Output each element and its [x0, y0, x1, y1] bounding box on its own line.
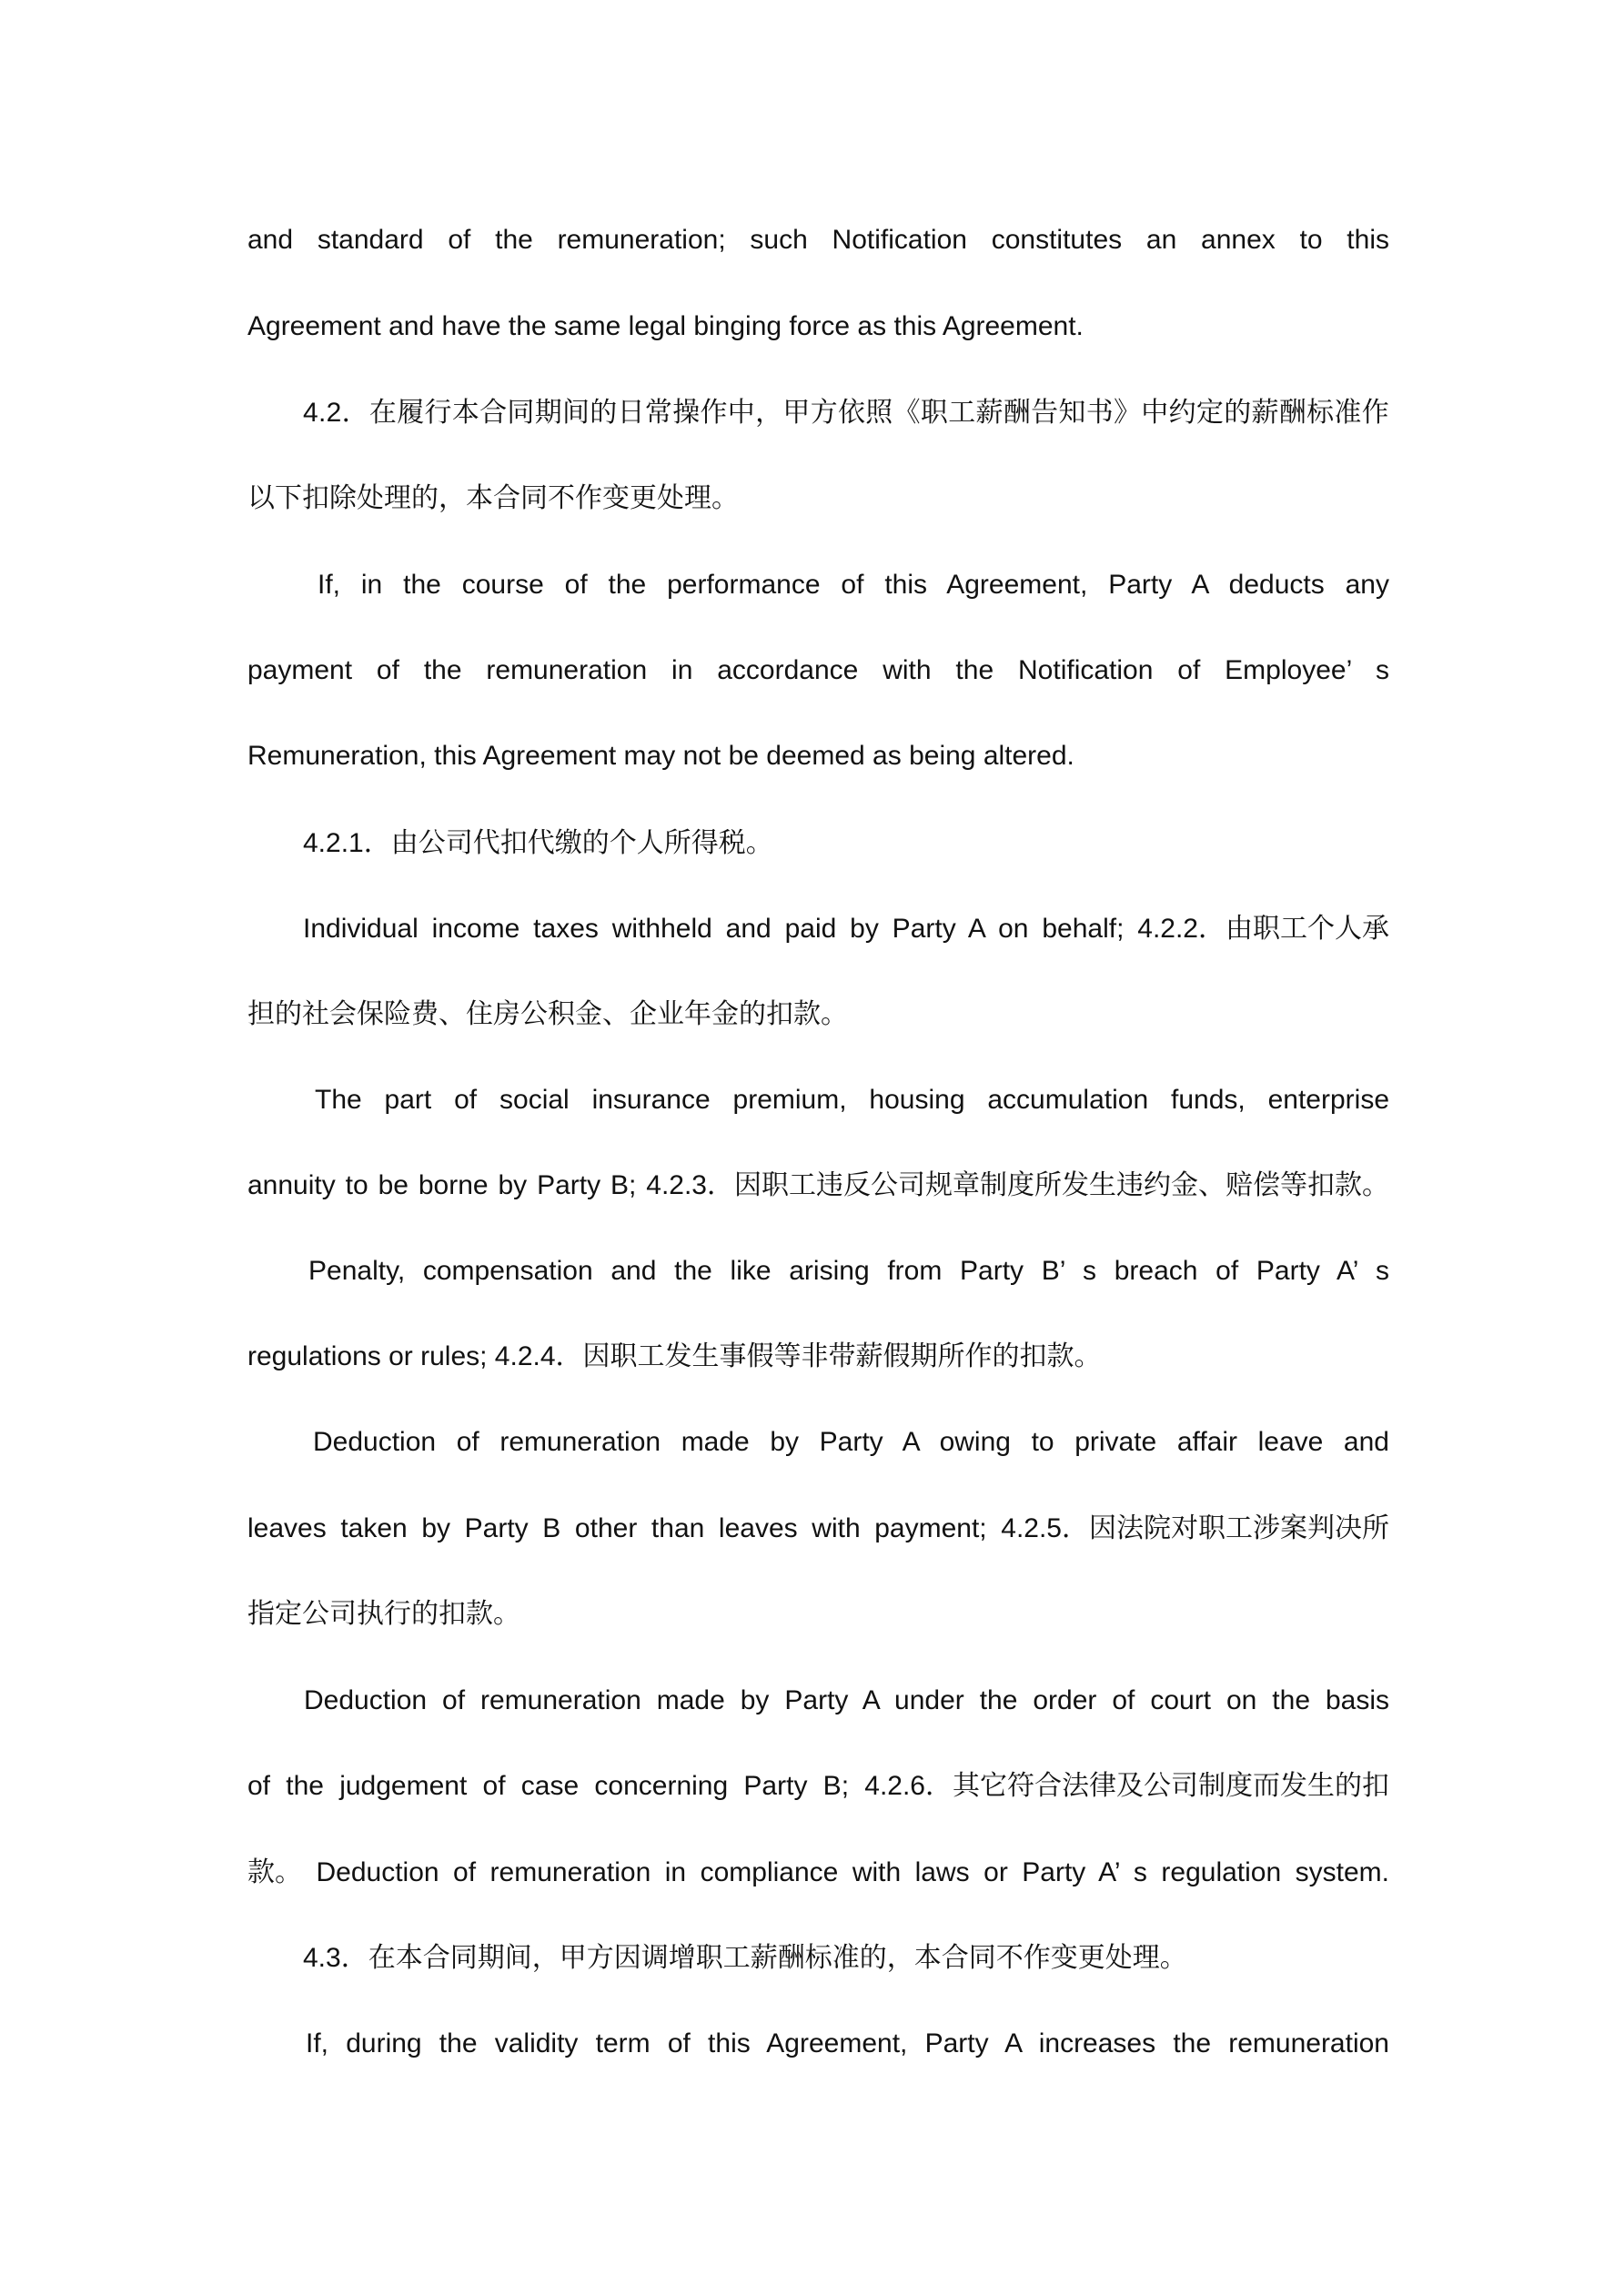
- text-line-content: of the judgement of case concerning Party B; 4.2.6．其它符合法律及公司制度而发生的扣: [247, 1771, 1389, 1801]
- text-line: [247, 713, 1389, 799]
- clause-4-2-1: [247, 801, 1389, 886]
- text-line-content: Deduction of remuneration made by Party A owing to private affair leave and: [313, 1427, 1389, 1457]
- clause-4-2-heading: [247, 370, 1389, 456]
- text-line: [247, 197, 1389, 283]
- text-line: [247, 972, 1389, 1057]
- text-line-content: Agreement and have the same legal binging force as this Agreement.: [247, 311, 1084, 341]
- text-line-content: If, in the course of the performance of this Agreement, Party A deducts any: [318, 570, 1389, 600]
- text-line-content: 以下扣除处理的，本合同不作变更处理。: [247, 483, 739, 513]
- text-line: [247, 1658, 1389, 1744]
- text-line: [247, 1400, 1389, 1485]
- text-line-content: payment of the remuneration in accordance with the Notification of Employee’ s: [247, 655, 1389, 685]
- text-line: [247, 1830, 1389, 1916]
- text-line: [247, 1572, 1389, 1657]
- text-line-content: 4.3．在本合同期间，甲方因调增职工薪酬标准的，本合同不作变更处理。: [303, 1943, 1187, 1973]
- text-line-content: regulations or rules; 4.2.4．因职工发生事假等非带薪假期所作的扣款。: [247, 1341, 1102, 1371]
- text-line: [247, 1314, 1389, 1400]
- text-line: [247, 1744, 1389, 1829]
- text-line-content: 款。 Deduction of remuneration in compliance with laws or Party A’ s regulation system.: [247, 1857, 1389, 1887]
- text-line: [247, 542, 1389, 628]
- text-line: [247, 1229, 1389, 1314]
- text-line: [247, 2001, 1389, 2087]
- text-line-content: 4.2．在履行本合同期间的日常操作中，甲方依照《职工薪酬告知书》中约定的薪酬标准作: [303, 398, 1389, 428]
- text-line-content: and standard of the remuneration; such Notification constitutes an annex to this: [247, 225, 1389, 255]
- text-line: [247, 1143, 1389, 1229]
- text-line-content: Deduction of remuneration made by Party A under the order of court on the basis: [304, 1685, 1389, 1715]
- text-line-content: 指定公司执行的扣款。: [247, 1599, 520, 1629]
- text-line-content: 4.2.1．由公司代扣代缴的个人所得税。: [303, 828, 773, 858]
- text-line-content: leaves taken by Party B other than leaves with payment; 4.2.5．因法院对职工涉案判决所: [247, 1513, 1389, 1543]
- text-line-content: Remuneration, this Agreement may not be deemed as being altered.: [247, 741, 1074, 771]
- text-line-content: If, during the validity term of this Agreement, Party A increases the remuneration: [306, 2028, 1389, 2058]
- text-line-content: annuity to be borne by Party B; 4.2.3．因职工违反公司规章制度所发生违约金、赔偿等扣款。: [247, 1170, 1389, 1200]
- text-line: [247, 886, 1389, 972]
- clause-4-3-heading: [247, 1916, 1389, 2001]
- text-line-content: Penalty, compensation and the like arising from Party B’ s breach of Party A’ s: [308, 1256, 1389, 1286]
- text-line-content: The part of social insurance premium, housing accumulation funds, enterprise: [315, 1085, 1389, 1115]
- text-line-content: Individual income taxes withheld and paid by Party A on behalf; 4.2.2．由职工个人承: [303, 914, 1389, 944]
- text-line: [247, 284, 1389, 369]
- text-line-content: 担的社会保险费、住房公积金、企业年金的扣款。: [247, 999, 848, 1029]
- text-line: [247, 456, 1389, 541]
- text-line: [247, 1486, 1389, 1572]
- text-line: [247, 1057, 1389, 1143]
- text-line: [247, 628, 1389, 713]
